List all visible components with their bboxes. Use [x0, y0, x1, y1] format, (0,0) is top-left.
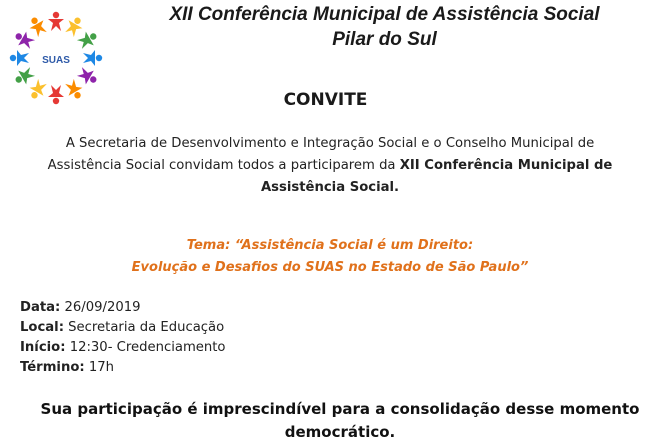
detail-location	[20, 318, 226, 338]
detail-value: 17h	[84, 360, 115, 375]
intro-bold-text: XII Conferência Municipal de Assistência Social.	[260, 158, 613, 195]
theme-block	[110, 235, 550, 279]
closing-message: Sua participação é imprescindível para a consolidação desse momento democrático.	[40, 400, 640, 441]
logo-person-icon	[12, 28, 37, 51]
conference-title-line1: XII Conferência Municipal de Assistência Social	[169, 4, 600, 25]
detail-label: Início:	[20, 340, 66, 355]
detail-end	[20, 358, 226, 378]
event-details	[20, 298, 226, 378]
detail-label: Término:	[20, 360, 85, 375]
conference-title-line2: Pilar do Sul	[332, 29, 437, 50]
theme-line1: Tema: “Assistência Social é um Direito:	[186, 238, 474, 253]
detail-value: 12:30- Credenciamento	[65, 340, 226, 355]
convite-heading: CONVITE	[283, 90, 368, 110]
detail-value: 26/09/2019	[60, 300, 141, 315]
logo-person-icon	[75, 28, 100, 51]
detail-start	[20, 338, 226, 358]
detail-label: Local:	[20, 320, 64, 335]
detail-date	[20, 298, 226, 318]
conference-title	[118, 2, 651, 52]
detail-label: Data:	[20, 300, 61, 315]
intro-paragraph	[30, 133, 630, 199]
logo-person-icon	[63, 14, 86, 39]
logo-person-icon	[83, 50, 102, 66]
logo-person-icon	[12, 65, 37, 88]
theme-line2: Evolução e Desafios do SUAS no Estado de São Paulo”	[131, 260, 529, 275]
logo-person-icon	[26, 14, 49, 39]
detail-value: Secretaria da Educação	[63, 320, 225, 335]
logo-text: SUAS	[42, 55, 70, 66]
intro-text: A Secretaria de Desenvolvimento e Integração Social e o Conselho Municipal de Assistência Social convidam todos a participarem da	[47, 136, 595, 173]
logo-person-icon	[75, 65, 100, 88]
logo-person-icon	[10, 50, 29, 66]
logo-person-icon	[48, 12, 64, 31]
